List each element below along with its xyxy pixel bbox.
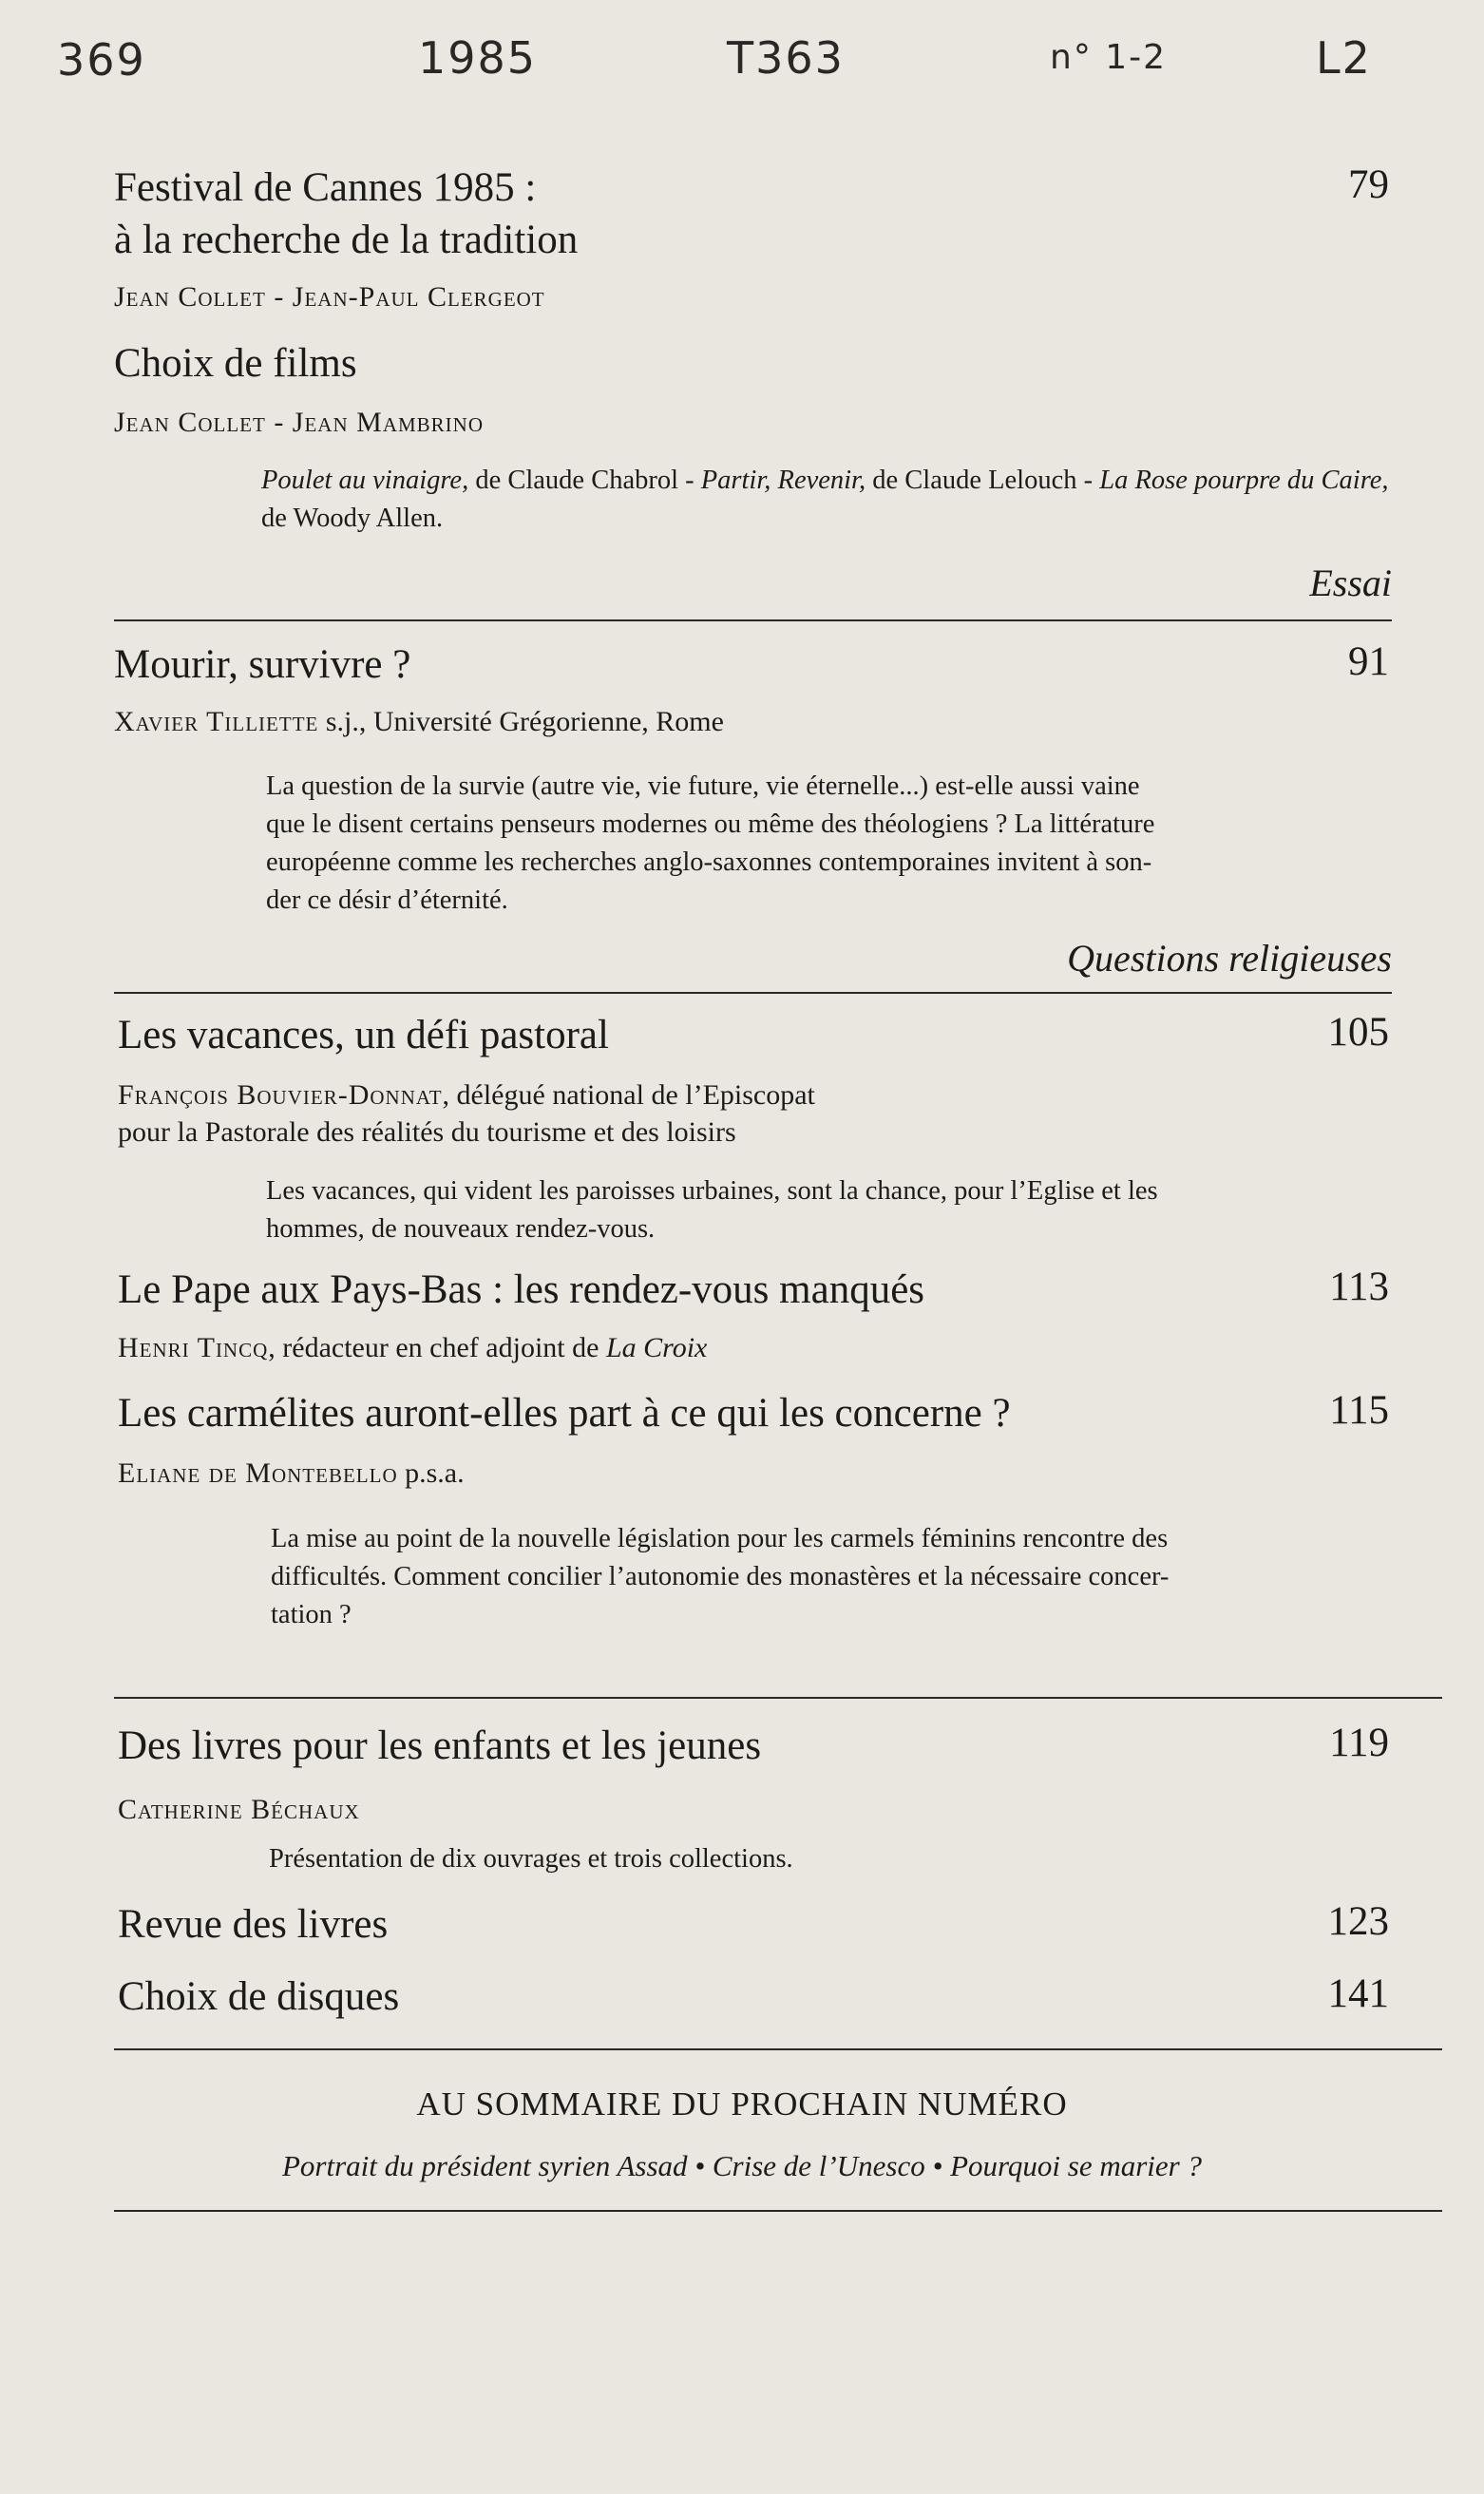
page-number: 115: [1329, 1388, 1389, 1433]
entry-author: Jean Collet - Jean Mambrino: [114, 407, 484, 438]
entry-author: Catherine Béchaux: [118, 1794, 360, 1825]
film-list: Poulet au vinaigre, de Claude Chabrol - Partir, Revenir, de Claude Lelouch - La Rose pourpre du Caire, de Woody Allen.: [261, 466, 1389, 533]
entry-author: François Bouvier-Donnat, délégué national de l’Episcopat pour la Pastorale des réalités du tourisme et des loisirs: [118, 1079, 815, 1148]
entry-title: Le Pape aux Pays-Bas : les rendez-vous manqués: [118, 1267, 925, 1312]
entry-author: Henri Tincq, rédacteur en chef adjoint de La Croix: [118, 1332, 708, 1363]
handwritten-year: 1985: [418, 32, 538, 84]
entry-abstract: Les vacances, qui vident les paroisses urbaines, sont la chance, pour l’Eglise et les hommes, de nouveaux rendez-vous.: [266, 1176, 1158, 1244]
entry-abstract: La question de la survie (autre vie, vie future, vie éternelle...) est-elle aussi vaine que le disent certains penseurs modernes ou même des théologiens ? La littérature européenne comme les recherches anglo-saxonnes contemporaines invitent à son- der ce désir d’éternité.: [266, 771, 1155, 915]
handwritten-mark: L2: [1316, 32, 1372, 84]
entry-title: Des livres pour les enfants et les jeunes: [118, 1723, 762, 1768]
entry-title: Les carmélites auront-elles part à ce qui les concerne ?: [118, 1391, 1011, 1436]
section-rule: [114, 2048, 1442, 2050]
next-issue-heading: AU SOMMAIRE DU PROCHAIN NUMÉRO: [416, 2085, 1068, 2123]
page-number: 91: [1348, 639, 1389, 684]
page-number: 105: [1327, 1010, 1389, 1055]
section-rule: [114, 992, 1392, 994]
entry-author: Xavier Tilliette s.j., Université Grégorienne, Rome: [114, 706, 724, 737]
next-issue-items: Portrait du président syrien Assad • Crise de l’Unesco • Pourquoi se marier ?: [281, 2149, 1202, 2182]
page-number: 79: [1348, 162, 1389, 207]
entry-title: Choix de films: [114, 341, 357, 386]
entry-abstract: La mise au point de la nouvelle législation pour les carmels féminins rencontre des difficultés. Comment concilier l’autonomie des monastères et la nécessaire concer- tation ?: [271, 1524, 1170, 1629]
page-number: 141: [1327, 1971, 1389, 2016]
section-heading: Questions religieuses: [1067, 937, 1392, 980]
entry-title: Mourir, survivre ?: [114, 642, 411, 687]
footer-rule: [114, 2210, 1442, 2212]
entry-title: Festival de Cannes 1985 : à la recherche de la tradition: [114, 165, 579, 263]
entry-author: Jean Collet - Jean-Paul Clergeot: [114, 281, 545, 313]
entry-abstract: Présentation de dix ouvrages et trois collections.: [269, 1844, 793, 1874]
handwritten-issue: n° 1-2: [1050, 38, 1168, 77]
page-number: 119: [1329, 1721, 1389, 1765]
entry-title: Revue des livres: [118, 1902, 389, 1947]
section-rule: [114, 619, 1392, 621]
handwritten-ref: 369: [57, 34, 146, 86]
section-heading: Essai: [1309, 562, 1392, 604]
page-number: 123: [1327, 1899, 1389, 1944]
entry-title: Les vacances, un défi pastoral: [118, 1013, 609, 1057]
entry-title: Choix de disques: [118, 1974, 400, 2019]
section-rule: [114, 1697, 1442, 1699]
handwritten-code: T363: [727, 32, 845, 84]
entry-author: Eliane de Montebello p.s.a.: [118, 1457, 465, 1489]
page-number: 113: [1329, 1265, 1389, 1309]
